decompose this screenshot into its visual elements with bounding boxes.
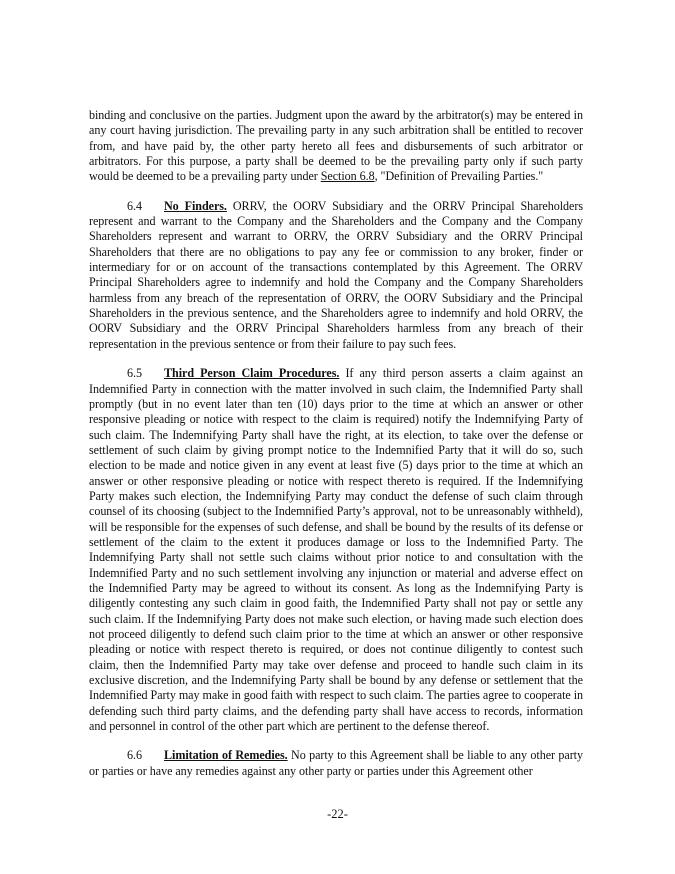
section-number: 6.4 [127, 198, 142, 213]
section-heading: Third Person Claim Procedures. [164, 366, 340, 381]
section-reference-link: Section 6.8 [320, 169, 375, 184]
section-body: If any third person asserts a claim against an Indemnified Party in connection with the matter involved in such claim, the Indemnified Party shall promptly (but in no event later than ten (10) days prior to the time at which an answer or other responsive pleading or notice with respect to the claim is required) notify the Indemnifying Party of such claim. The Indemnifying Party shall have the right, at its election, to take over the defense or settlement of such claim by giving prompt notice to the Indemnified Party that it will do so, such election to be made and notice given in any event at least five (5) days prior to the time at which an answer or other responsive pleading or notice with respect thereto is required. If the Indemnifying Party makes such election, the Indemnifying Party may conduct the defense of such claim through counsel of its choosing (subject to the Indemnified Party’s approval, not to be unreasonably withheld), will be responsible for the expenses of such defense, and shall be bound by the results of its defense or settlement of the claim to the extent it produces damage or loss to the Indemnified Party. The Indemnifying Party shall not settle such claims without prior notice to and consultation with the Indemnified Party and no such settlement involving any injunction or material and adverse effect on the Indemnified Party may be agreed to without its consent. As long as the Indemnifying Party is diligently contesting any such claim in good faith, the Indemnified Party shall not pay or settle any such claim. If the Indemnifying Party does not make such election, or having made such election does not proceed diligently to defend such claim prior to the time at which an answer or other responsive pleading or notice with respect thereto is required, or does not continue diligently to contest such claim, then the Indemnified Party may take over defense and proceed to handle such claim in its exclusive discretion, and the Indemnifying Party shall be bound by any defense or settlement that the Indemnified Party may make in good faith with respect to such claim. The parties agree to cooperate in defending such third party claims, and the defending party shall have access to records, information and personnel in control of the other part which are pertinent to the defense thereof. [89, 366, 583, 734]
section-body: ORRV, the OORV Subsidiary and the ORRV Principal Shareholders represent and warrant to the Company and the Shareholders and the Company and the Company Shareholders represent and warrant to ORRV, the ORRV Subsidiary and the ORRV Principal Shareholders that there are no obligations to pay any fee or commission to any broker, finder or intermediary for or on account of the transactions contemplated by this Agreement. The ORRV Principal Shareholders agree to indemnify and hold the Company and the Company Shareholders harmless from any breach of the representation of ORRV, the OORV Subsidiary and the Principal Shareholders in the previous sentence, and the Shareholders agree to indemnify and hold ORRV, the OORV Subsidiary and the ORRV Principal Shareholders harmless from any breach of their representation in the previous sentence or from their failure to pay such fees. [89, 198, 583, 351]
paragraph-text: binding and conclusive on the parties. Judgment upon the award by the arbitrator(s) may be entered in any court having jurisdiction. The prevailing party in any such arbitration shall be entitled to recover from, and have paid by, the other party hereto all fees and disbursements of such arbitrator or arbitrators. For this purpose, a party shall be deemed to be the prevailing party only if such party would be deemed to be a prevailing party under [89, 108, 583, 184]
section-body: No party to this Agreement shall be liable to any other party or parties or have any remedies against any other party or parties under this Agreement other [89, 748, 583, 778]
paragraph-arbitration-continuation [89, 108, 583, 185]
section-6-5-third-person-claims [89, 366, 583, 734]
section-6-4-no-finders [89, 199, 583, 352]
document-page [89, 108, 583, 793]
section-6-6-limitation-of-remedies [89, 748, 583, 779]
section-heading: No Finders. [164, 198, 227, 213]
section-heading: Limitation of Remedies. [164, 748, 288, 763]
paragraph-text: , "Definition of Prevailing Parties." [374, 169, 544, 184]
section-number: 6.5 [127, 366, 142, 381]
page-number: -22- [327, 807, 348, 821]
section-number: 6.6 [127, 748, 142, 763]
